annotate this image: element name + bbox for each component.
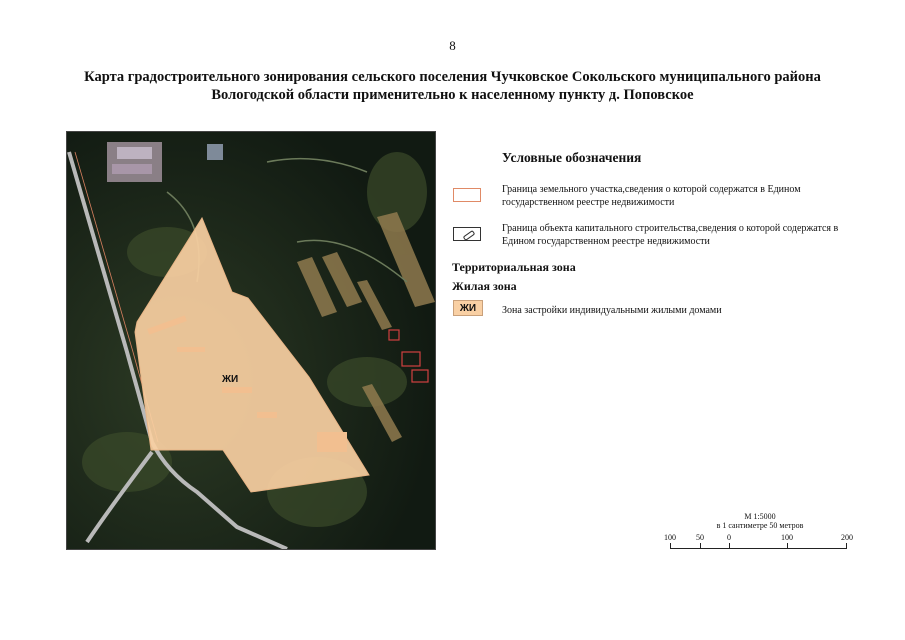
residential-zone-heading: Жилая зона — [452, 279, 517, 293]
legend-title: Условные обозначения — [502, 150, 642, 165]
title-line-1: Карта градостроительного зонирования сельского поселения Чучковское Сокольского муниципального района — [84, 69, 821, 85]
scale-seg-3 — [787, 543, 788, 549]
map-title — [40, 68, 865, 104]
scale-note: в 1 сантиметре 50 метров — [716, 521, 804, 530]
scale-seg-1 — [700, 543, 701, 549]
scale-seg-4 — [846, 543, 847, 549]
map-canvas — [67, 132, 435, 549]
building-border-text: Граница объекта капитального строительства,сведения о которой содержатся в Едином государственном реестре недвижимости — [502, 223, 839, 247]
scale-tick-0: 100 — [664, 533, 676, 542]
zone-code-symbol: ЖИ — [453, 300, 483, 316]
territorial-zone-heading: Территориальная зона — [452, 260, 576, 274]
title-line-2: Вологодской области применительно к населенному пункту д. Поповское — [211, 87, 694, 103]
parcel-border-text: Граница земельного участка,сведения о которой содержатся в Едином государственном реестре недвижимости — [502, 184, 801, 208]
scale-ratio: М 1:5000 — [744, 512, 776, 521]
scale-tick-4: 200 — [841, 533, 853, 542]
building-border-symbol — [453, 227, 481, 241]
zone-label: ЖИ — [222, 374, 239, 385]
scale-tick-1: 50 — [696, 533, 704, 542]
scale-line — [670, 545, 846, 549]
parcel-border-symbol — [453, 188, 481, 202]
scale-tick-2: 0 — [727, 533, 731, 542]
zone-description: Зона застройки индивидуальными жилыми домами — [502, 305, 722, 316]
scale-bar — [660, 512, 860, 572]
scale-seg-2 — [729, 543, 730, 549]
scale-tick-3: 100 — [781, 533, 793, 542]
page-number: 8 — [449, 38, 456, 53]
satellite-map — [66, 131, 436, 550]
scale-seg-0 — [670, 543, 671, 549]
